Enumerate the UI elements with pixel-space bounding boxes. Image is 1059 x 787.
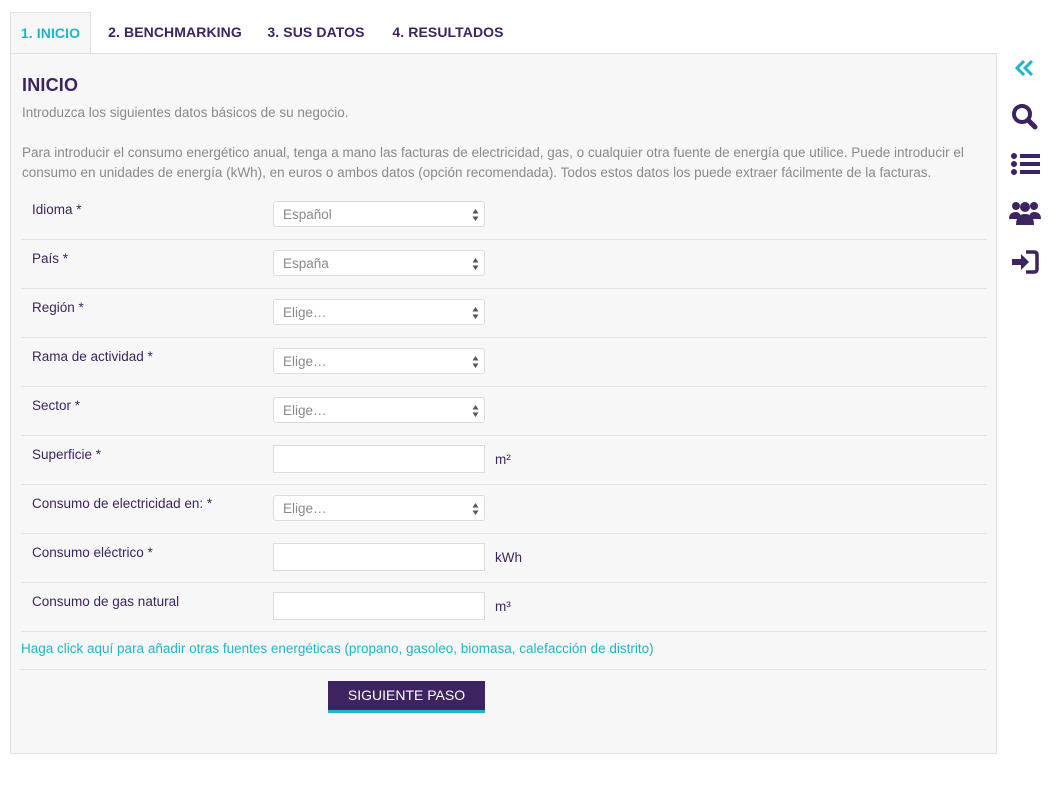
- superficie-label: Superficie *: [32, 447, 102, 462]
- tab-sus-datos[interactable]: 3. SUS DATOS: [267, 24, 365, 40]
- pais-value: España: [283, 256, 329, 271]
- collapse-button[interactable]: [1008, 55, 1042, 85]
- select-arrows-icon: [472, 404, 479, 418]
- sector-value: Elige…: [283, 403, 327, 418]
- form-row-rama: [21, 337, 987, 387]
- users-icon: [1008, 197, 1042, 227]
- region-select[interactable]: [273, 299, 485, 325]
- list-button[interactable]: [1008, 149, 1042, 179]
- search-icon: [1008, 101, 1042, 131]
- consumo-electrico-label: Consumo eléctrico *: [32, 545, 153, 560]
- tab-bar: [10, 12, 997, 54]
- form-row-consumo-gas: [21, 582, 987, 632]
- consumo-gas-input[interactable]: [273, 592, 485, 620]
- consumo-gas-unit: m³: [495, 599, 511, 614]
- tab-inicio[interactable]: 1. INICIO: [10, 12, 91, 55]
- pais-select[interactable]: [273, 250, 485, 276]
- select-arrows-icon: [472, 502, 479, 516]
- idioma-select[interactable]: [273, 201, 485, 227]
- intro-text: Introduzca los siguientes datos básicos de su negocio.: [22, 105, 349, 120]
- rama-value: Elige…: [283, 354, 327, 369]
- consumo-electrico-unit: kWh: [495, 550, 522, 565]
- form-row-superficie: [21, 435, 987, 485]
- region-value: Elige…: [283, 305, 327, 320]
- superficie-input[interactable]: [273, 445, 485, 473]
- page-title: INICIO: [22, 75, 79, 95]
- rama-select[interactable]: [273, 348, 485, 374]
- sector-label: Sector *: [32, 398, 81, 413]
- form-row-pais: [21, 239, 987, 289]
- list-icon: [1008, 149, 1042, 179]
- double-chevron-left-icon: [1008, 55, 1042, 83]
- users-button[interactable]: [1008, 197, 1042, 227]
- consumo-en-select[interactable]: [273, 495, 485, 521]
- region-label: Región *: [32, 300, 84, 315]
- sector-select[interactable]: [273, 397, 485, 423]
- select-arrows-icon: [472, 355, 479, 369]
- form-row-region: [21, 288, 987, 338]
- form-row-consumo-electrico: [21, 533, 987, 583]
- pais-label: País *: [32, 251, 69, 266]
- select-arrows-icon: [472, 257, 479, 271]
- form-row-sector: [21, 386, 987, 436]
- superficie-unit: m²: [495, 452, 511, 467]
- idioma-value: Español: [283, 207, 332, 222]
- login-button[interactable]: [1008, 247, 1042, 277]
- search-button[interactable]: [1008, 101, 1042, 131]
- tab-resultados[interactable]: 4. RESULTADOS: [392, 24, 504, 40]
- select-arrows-icon: [472, 306, 479, 320]
- rama-label: Rama de actividad *: [32, 349, 153, 364]
- consumo-gas-label: Consumo de gas natural: [32, 594, 180, 609]
- next-step-button[interactable]: SIGUIENTE PASO: [328, 681, 485, 713]
- consumo-en-label: Consumo de electricidad en: *: [32, 496, 213, 511]
- add-energy-sources-link[interactable]: Haga click aquí para añadir otras fuentes energéticas (propano, gasoleo, biomasa, calefacción de distrito): [21, 641, 654, 656]
- consumo-en-value: Elige…: [283, 501, 327, 516]
- sign-in-icon: [1008, 247, 1042, 277]
- tab-benchmarking[interactable]: 2. BENCHMARKING: [108, 24, 242, 40]
- divider: [20, 669, 986, 670]
- select-arrows-icon: [472, 208, 479, 222]
- description-text: Para introducir el consumo energético anual, tenga a mano las facturas de electricidad, gas, o cualquier otra fuente de energía que utilice. Puede introducir el consumo en unidades de energía (kWh), en euros o ambos datos (opción recomendada). Todos estos datos los puede extraer fácilmente de la facturas.: [22, 145, 964, 180]
- idioma-label: Idioma *: [32, 202, 82, 217]
- consumo-electrico-input[interactable]: [273, 543, 485, 571]
- form-row-idioma: [21, 190, 987, 240]
- form-row-consumo-en: [21, 484, 987, 534]
